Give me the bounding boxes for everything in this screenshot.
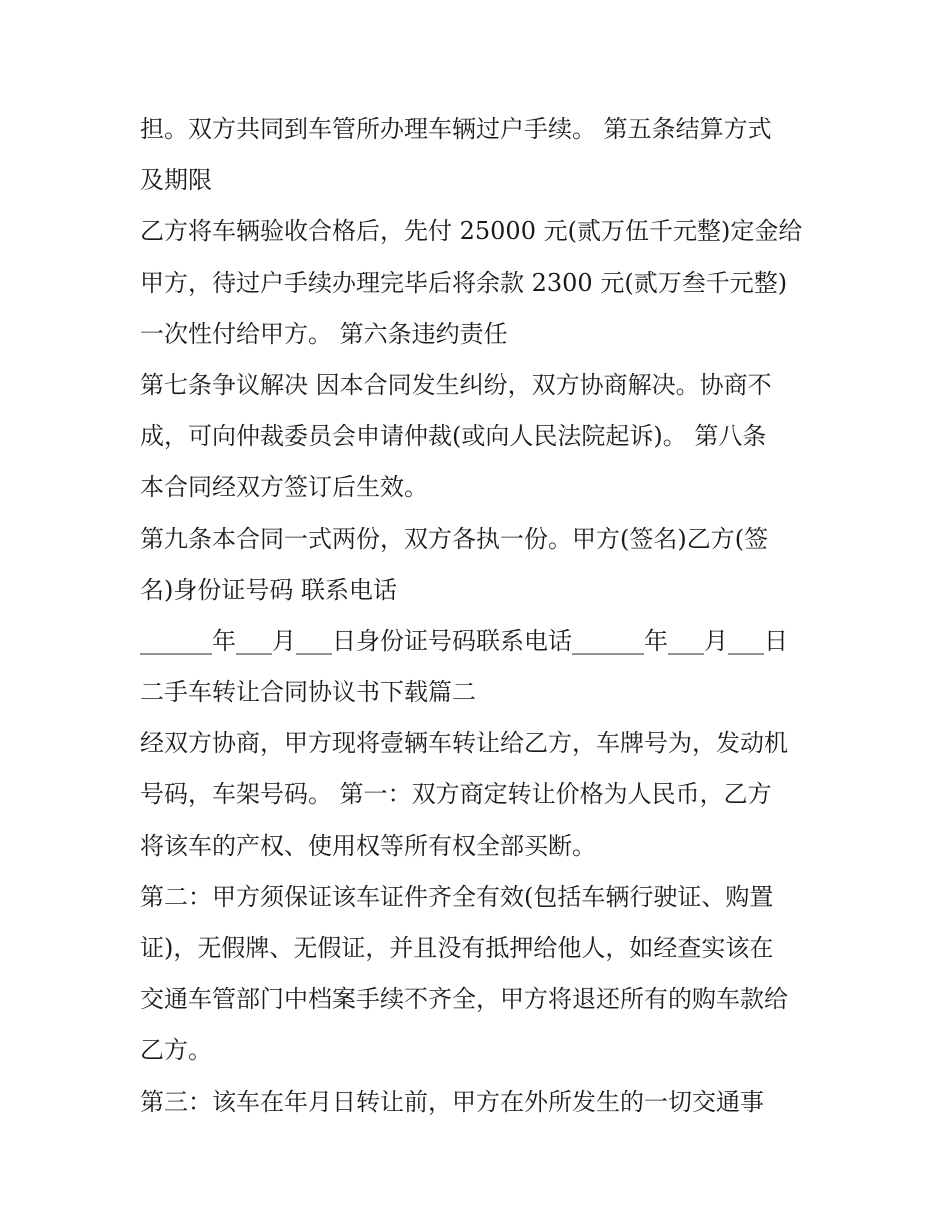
text-line: 甲方，待过户手续办理完毕后将余款 2300 元(贰万叁千元整) bbox=[140, 268, 788, 297]
text-line: 成，可向仲裁委员会申请仲裁(或向人民法院起诉)。 第八条 bbox=[140, 422, 767, 451]
text-line: 本合同经双方签订后生效。 bbox=[140, 473, 428, 502]
text-line: 第三：该车在年月日转让前，甲方在外所发生的一切交通事 bbox=[140, 1087, 764, 1116]
text-line: 担。双方共同到车管所办理车辆过户手续。 第五条结算方式 bbox=[140, 115, 772, 143]
text-line: 名)身份证号码 联系电话 bbox=[140, 575, 397, 604]
text-line: 乙方。 bbox=[140, 1036, 212, 1065]
contract-body-text bbox=[140, 104, 820, 1128]
text-line: 将该车的产权、使用权等所有权全部买断。 bbox=[140, 831, 596, 860]
text-line: 第九条本合同一式两份，双方各执一份。甲方(签名)乙方(签 bbox=[140, 524, 769, 553]
text-line: 号码，车架号码。 第一：双方商定转让价格为人民币，乙方 bbox=[140, 780, 772, 809]
text-line: 经双方协商，甲方现将壹辆车转让给乙方，车牌号为，发动机 bbox=[140, 729, 788, 758]
text-line: 第七条争议解决 因本合同发生纠纷，双方协商解决。协商不 bbox=[140, 370, 772, 399]
text-line: 一次性付给甲方。 第六条违约责任 bbox=[140, 319, 508, 348]
text-line: 证)，无假牌、无假证，并且没有抵押给他人，如经查实该在 bbox=[140, 934, 774, 962]
text-line: 及期限 bbox=[140, 166, 212, 195]
signature-date-line: ______年___月___日身份证号码联系电话______年___月___日 bbox=[140, 626, 788, 655]
text-line: 交通车管部门中档案手续不齐全，甲方将退还所有的购车款给 bbox=[140, 985, 788, 1014]
text-line: 第二：甲方须保证该车证件齐全有效(包括车辆行驶证、购置 bbox=[140, 882, 774, 911]
text-line: 乙方将车辆验收合格后，先付 25000 元(贰万伍千元整)定金给 bbox=[140, 217, 803, 246]
section-heading: 二手车转让合同协议书下载篇二 bbox=[140, 678, 476, 707]
